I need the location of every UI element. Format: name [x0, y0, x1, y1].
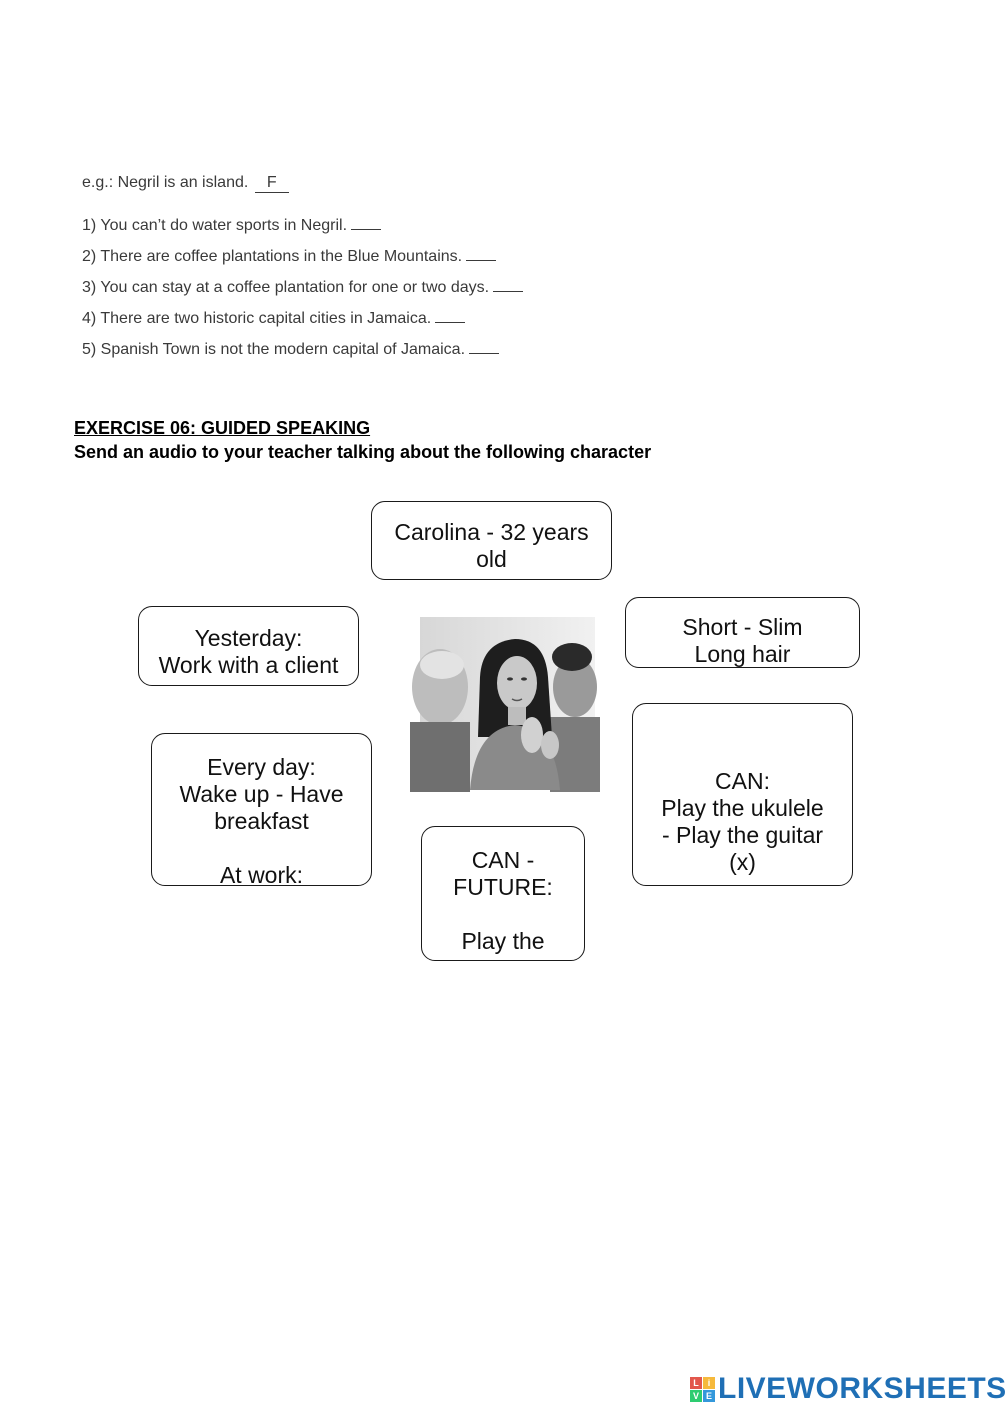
character-photo-illustration — [420, 617, 595, 790]
list-item — [82, 217, 381, 235]
card-name-age[interactable] — [371, 501, 612, 580]
logo-badge-letter: E — [703, 1390, 715, 1402]
card-line: Work with a client — [158, 652, 339, 678]
card-line: Wake up - Have — [179, 781, 344, 807]
exercise-instruction: Send an audio to your teacher talking about the following character — [74, 442, 652, 462]
card-can[interactable] — [632, 703, 853, 886]
item-text: 4) There are two historic capital cities in Jamaica. — [82, 310, 432, 327]
item-text: 1) You can’t do water sports in Negril. — [82, 217, 348, 234]
card-line: CAN - — [471, 847, 535, 873]
logo-badge-letter: i — [703, 1377, 715, 1389]
card-every-day[interactable] — [151, 733, 372, 886]
answer-blank[interactable] — [493, 279, 523, 292]
liveworksheets-logo — [690, 1372, 1007, 1406]
list-item — [82, 248, 496, 266]
item-text: 5) Spanish Town is not the modern capital of Jamaica. — [82, 341, 466, 358]
card-line: breakfast — [214, 808, 309, 834]
card-line: FUTURE: — [453, 874, 553, 900]
answer-blank[interactable] — [435, 310, 465, 323]
list-item — [82, 279, 523, 297]
example-text: e.g.: Negril is an island. — [82, 174, 249, 191]
logo-badge-letter: L — [690, 1377, 702, 1389]
card-can-future[interactable] — [421, 826, 585, 961]
answer-blank[interactable] — [469, 341, 499, 354]
answer-blank[interactable] — [466, 248, 496, 261]
card-line: Every day: — [207, 754, 316, 780]
card-line: CAN: — [715, 768, 770, 794]
card-line: Play the ukulele — [661, 795, 824, 821]
card-line: Long hair — [694, 641, 791, 667]
card-line: Carolina - 32 years — [394, 519, 589, 545]
logo-text: LIVEWORKSHEETS — [718, 1372, 1007, 1405]
item-text: 3) You can stay at a coffee plantation for one or two days. — [82, 279, 490, 296]
list-item — [82, 341, 499, 359]
card-line: - Play the guitar — [661, 822, 824, 848]
logo-badge-letter: V — [690, 1390, 702, 1402]
example-answer: F — [255, 174, 289, 193]
card-line: Play the — [461, 928, 545, 954]
item-text: 2) There are coffee plantations in the Blue Mountains. — [82, 248, 463, 265]
card-line: Yesterday: — [194, 625, 303, 651]
example-line — [82, 174, 289, 193]
card-line: (x) — [729, 849, 756, 875]
character-photo — [420, 617, 595, 790]
exercise-title: EXERCISE 06: GUIDED SPEAKING — [74, 418, 371, 438]
card-appearance[interactable] — [625, 597, 860, 668]
card-line: At work: — [219, 862, 304, 888]
card-line: Short - Slim — [682, 614, 803, 640]
list-item — [82, 310, 465, 328]
card-yesterday[interactable] — [138, 606, 359, 686]
card-line: old — [476, 546, 507, 572]
answer-blank[interactable] — [351, 217, 381, 230]
logo-badge-icon — [690, 1377, 715, 1402]
